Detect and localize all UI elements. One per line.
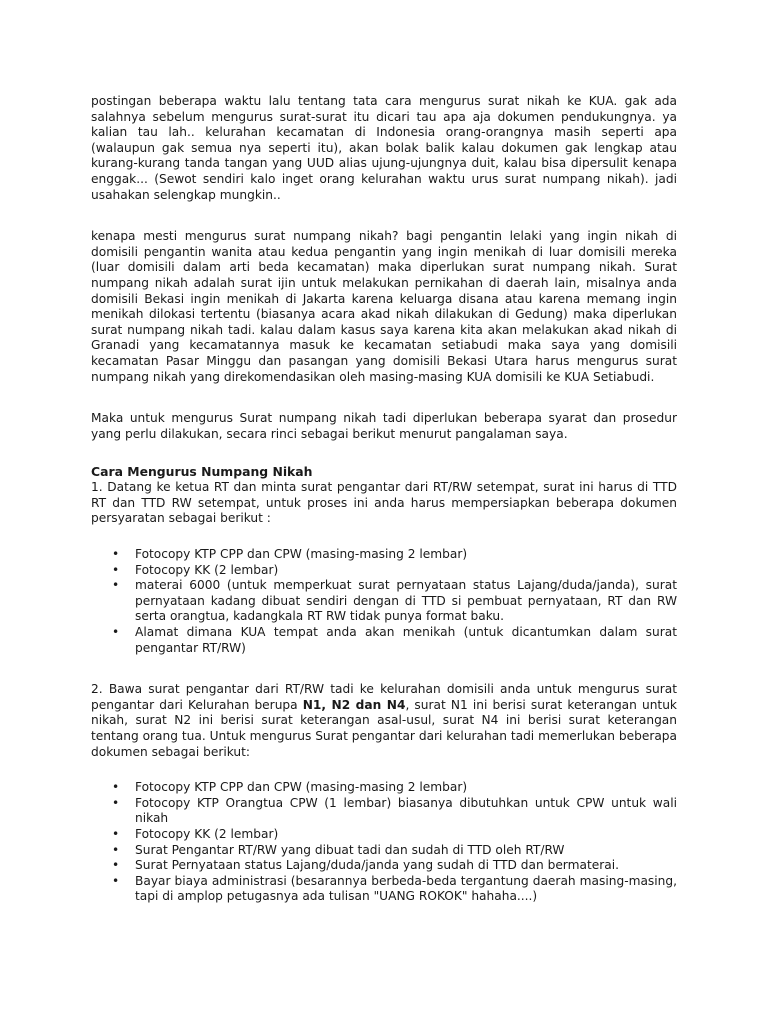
bullet-icon: • [112,873,120,888]
list-item: • Alamat dimana KUA tempat anda akan menikah (untuk dicantumkan dalam surat pengantar RT/RW) [112,625,677,655]
bullet-icon: • [112,625,120,640]
list-item: • Fotocopy KTP CPP dan CPW (masing-masing 2 lembar) [112,547,468,562]
list-item: • Fotocopy KK (2 lembar) [112,562,279,577]
bullet-icon: • [112,547,120,562]
list-item: • materai 6000 (untuk memperkuat surat pernyataan status Lajang/duda/janda), surat pernyataan kadang dibuat sendiri dengan di TTD si pembuat pernyataan, RT dan RW serta orangtua, kadangkala RT RW tidak punya format baku. [112,578,677,624]
requirements-paragraph: Maka untuk mengurus Surat numpang nikah tadi diperlukan beberapa syarat dan prosedur yang perlu dilakukan, secara rinci sebagai berikut menurut pangalaman saya. [91,411,677,441]
list-item: • Surat Pengantar RT/RW yang dibuat tadi dan sudah di TTD oleh RT/RW [112,842,565,857]
list-item: • Fotocopy KTP CPP dan CPW (masing-masing 2 lembar) [112,780,468,795]
document-body [91,94,677,905]
list-item: • Fotocopy KK (2 lembar) [112,826,279,841]
bullet-icon: • [112,842,120,857]
bullet-icon: • [112,780,120,795]
bullet-icon: • [112,858,120,873]
step-2-document-list [91,780,677,905]
bullet-icon: • [112,826,120,841]
list-item: • Bayar biaya administrasi (besarannya berbeda-beda tergantung daerah masing-masing, tapi di amplop petugasnya ada tulisan "UANG ROKOK" hahaha....) [112,873,677,904]
bullet-icon: • [112,795,120,810]
list-item: • Fotocopy KTP Orangtua CPW (1 lembar) biasanya dibutuhkan untuk CPW untuk wali nikah [112,795,677,826]
intro-paragraph: postingan beberapa waktu lalu tentang tata cara mengurus surat nikah ke KUA. gak ada salahnya sebelum mengurus surat-surat itu dicari tau apa aja dokumen pendukungnya. ya kalian tau lah.. kelurahan kecamatan di Indonesia orang-orangnya masih seperti apa (walaupun gak semua nya seperti itu), akan bolak balik kalau dokumen gak lengkap atau kurang-kurang tanda tangan yang UUD alias ujung-ujungnya duit, kalau bisa dipersulit kenapa enggak... (Sewot sendiri kalo inget orang kelurahan waktu urus surat numpang nikah). jadi usahakan selengkap mungkin.. [91,94,677,202]
section-title: Cara Mengurus Numpang Nikah [91,464,313,480]
step-1-document-list [91,547,677,656]
bullet-icon: • [112,562,120,577]
step-1-paragraph: 1. Datang ke ketua RT dan minta surat pengantar dari RT/RW setempat, surat ini harus di TTD RT dan TTD RW setempat, untuk proses ini anda harus mempersiapkan beberapa dokumen persyaratan sebagai berikut : [91,480,677,526]
list-item: • Surat Pernyataan status Lajang/duda/janda yang sudah di TTD dan bermaterai. [112,858,619,873]
bullet-icon: • [112,578,120,593]
why-paragraph: kenapa mesti mengurus surat numpang nikah? bagi pengantin lelaki yang ingin nikah di domisili pengantin wanita atau kedua pengantin yang ingin menikah di luar domisili mereka (luar domisili dalam arti beda kecamatan) maka diperlukan surat numpang nikah. Surat numpang nikah adalah surat ijin untuk melakukan pernikahan di daerah lain, misalnya anda domisili Bekasi ingin menikah di Jakarta karena keluarga disana atau karena memang ingin menikah dilokasi tertentu (biasanya acara akad nikah dilakukan di Gedung) maka diperlukan surat numpang nikah tadi. kalau dalam kasus saya karena kita akan melakukan akad nikah di Granadi yang kecamatannya masuk ke kecamatan setiabudi maka saya yang domisili kecamatan Pasar Minggu dan pasangan yang domisili Bekasi Utara harus mengurus surat numpang nikah yang direkomendasikan oleh masing-masing KUA domisili ke KUA Setiabudi. [91,229,677,384]
form-codes: N1, N2 dan N4 [302,697,406,712]
step-2-paragraph: 2. Bawa surat pengantar dari RT/RW tadi ke kelurahan domisili anda untuk mengurus surat pengantar dari Kelurahan berupa N1, N2 dan N4, surat N1 ini berisi surat keterangan untuk nikah, surat N2 ini berisi surat keterangan asal-usul, surat N4 ini berisi surat keterangan tentang orang tua. Untuk mengurus Surat pengantar dari kelurahan tadi memerlukan beberapa dokumen sebagai berikut: [91,682,677,759]
